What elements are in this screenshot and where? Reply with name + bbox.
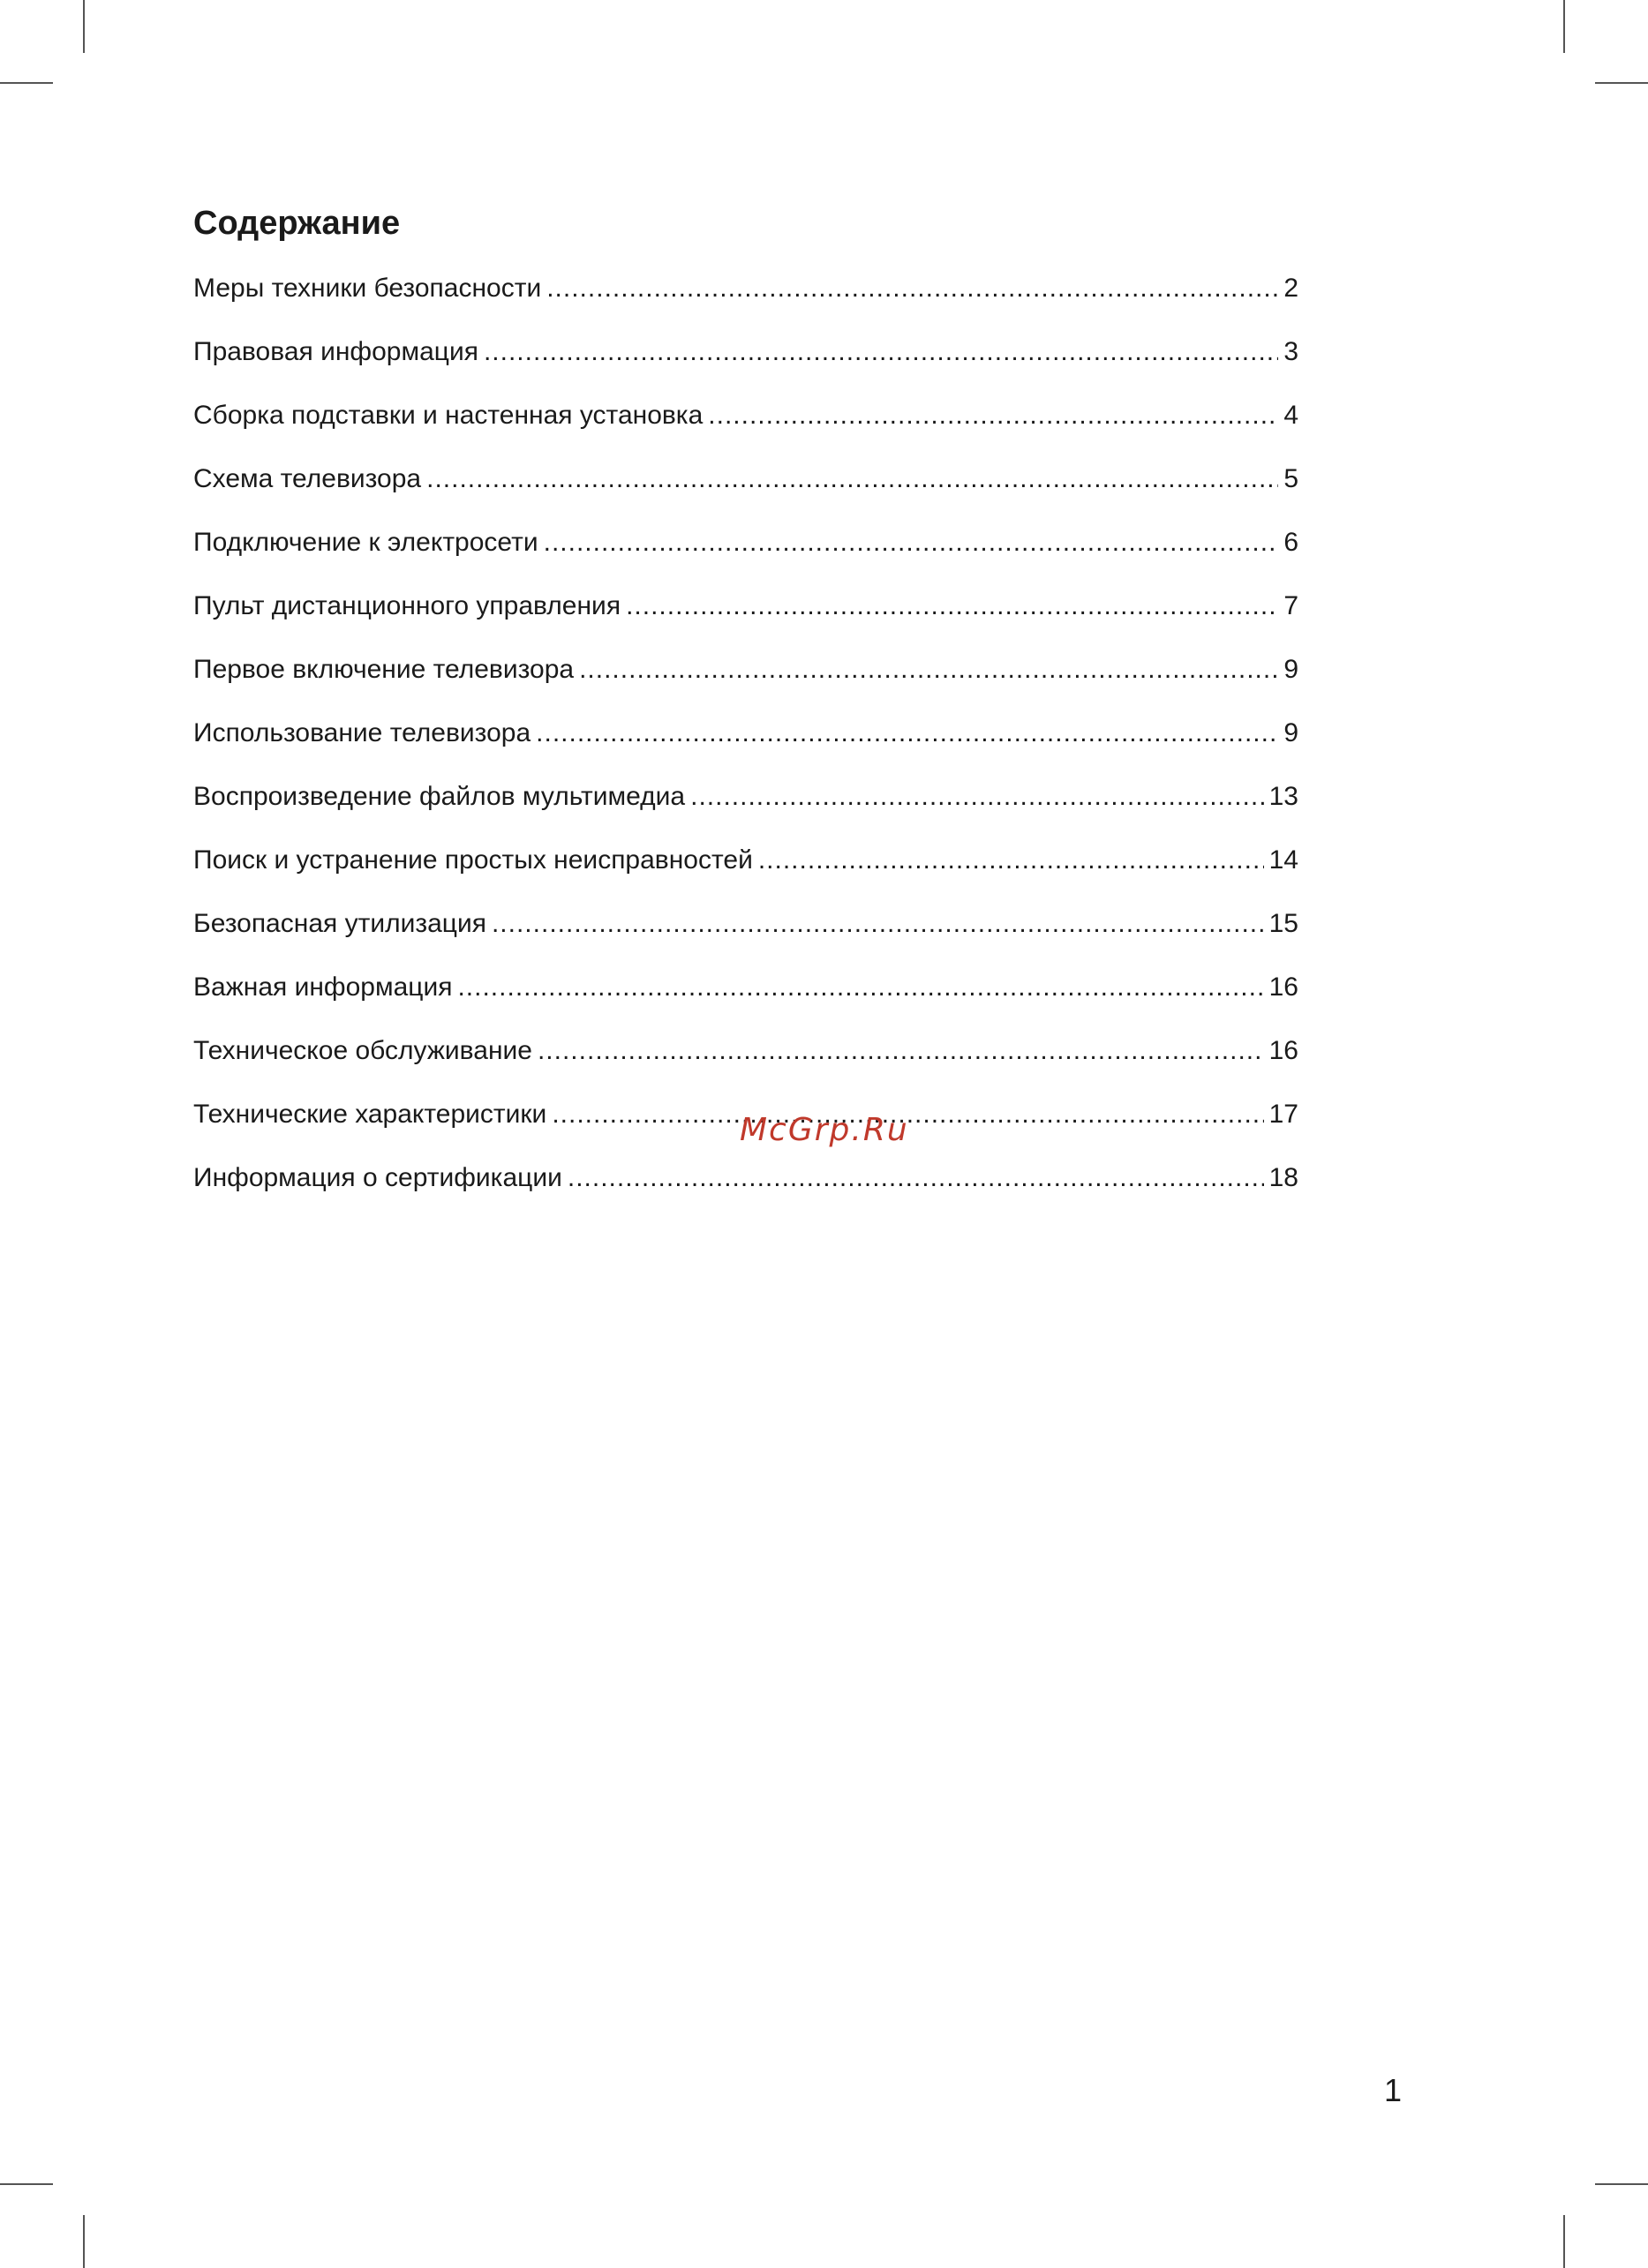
toc-entry-label: Поиск и устранение простых неисправностей	[193, 845, 753, 875]
toc-entry[interactable]	[193, 521, 1298, 584]
toc-entry-label: Меры техники безопасности	[193, 274, 542, 303]
toc-entry-label: Использование телевизора	[193, 718, 531, 747]
page-number: 1	[1384, 2072, 1403, 2108]
toc-entry-page: 7	[1283, 591, 1298, 620]
toc-dot-leader	[758, 838, 1264, 882]
toc-entry[interactable]	[193, 648, 1298, 711]
toc-entry-label: Схема телевизора	[193, 464, 422, 493]
toc-entry-label: Подключение к электросети	[193, 528, 538, 557]
toc-entry-label: Информация о сертификации	[193, 1163, 562, 1192]
toc-entry-page: 18	[1268, 1163, 1298, 1192]
toc-entry-label: Воспроизведение файлов мультимедиа	[193, 782, 686, 811]
toc-entry-label: Важная информация	[193, 973, 453, 1002]
toc-entry[interactable]	[193, 965, 1298, 1029]
toc-dot-leader	[492, 902, 1264, 946]
toc-entry-page: 14	[1268, 845, 1298, 875]
toc-entry-page: 6	[1283, 528, 1298, 557]
crop-mark	[1563, 0, 1565, 53]
toc-entry[interactable]	[193, 330, 1298, 394]
toc-dot-leader	[690, 775, 1264, 819]
toc-entry-page: 15	[1268, 909, 1298, 938]
toc-entry-label: Техническое обслуживание	[193, 1036, 532, 1065]
toc-entry[interactable]	[193, 1029, 1298, 1093]
toc-entry[interactable]	[193, 902, 1298, 965]
toc-entry-page: 5	[1283, 464, 1298, 493]
page-title: Содержание	[193, 205, 401, 242]
toc-entry-page: 13	[1268, 782, 1298, 811]
toc-entry[interactable]	[193, 711, 1298, 775]
toc-entry-label: Технические характеристики	[193, 1100, 547, 1129]
toc-entry-page: 9	[1283, 718, 1298, 747]
toc-entry-label: Первое включение телевизора	[193, 655, 575, 684]
toc-dot-leader	[484, 330, 1278, 374]
crop-mark	[0, 2183, 53, 2185]
toc-entry[interactable]	[193, 1156, 1298, 1220]
toc-dot-leader	[544, 521, 1279, 565]
toc-dot-leader	[626, 584, 1278, 628]
toc-entry[interactable]	[193, 394, 1298, 457]
toc-entry[interactable]	[193, 457, 1298, 521]
toc-dot-leader	[546, 267, 1278, 311]
crop-mark	[83, 2215, 85, 2268]
crop-mark	[1595, 82, 1648, 84]
table-of-contents	[193, 267, 1298, 1220]
crop-mark	[0, 82, 53, 84]
toc-dot-leader	[536, 711, 1278, 755]
toc-dot-leader	[426, 457, 1278, 501]
toc-entry[interactable]	[193, 775, 1298, 838]
watermark: McGrp.Ru	[740, 1112, 909, 1148]
toc-entry[interactable]	[193, 838, 1298, 902]
crop-mark	[83, 0, 85, 53]
crop-mark	[1563, 2215, 1565, 2268]
toc-entry-page: 16	[1268, 1036, 1298, 1065]
toc-dot-leader	[538, 1029, 1264, 1073]
toc-entry-page: 3	[1283, 337, 1298, 366]
toc-entry-label: Сборка подставки и настенная установка	[193, 401, 704, 430]
toc-entry-label: Пульт дистанционного управления	[193, 591, 621, 620]
toc-entry[interactable]	[193, 584, 1298, 648]
toc-dot-leader	[579, 648, 1278, 692]
toc-entry-page: 4	[1283, 401, 1298, 430]
toc-entry-page: 9	[1283, 655, 1298, 684]
toc-dot-leader	[708, 394, 1278, 438]
toc-dot-leader	[568, 1156, 1264, 1200]
toc-entry-label: Безопасная утилизация	[193, 909, 486, 938]
toc-entry[interactable]	[193, 267, 1298, 330]
toc-dot-leader	[457, 965, 1263, 1010]
toc-entry-page: 2	[1283, 274, 1298, 303]
crop-mark	[1595, 2183, 1648, 2185]
toc-entry-page: 16	[1268, 973, 1298, 1002]
toc-entry-page: 17	[1268, 1100, 1298, 1129]
toc-entry-label: Правовая информация	[193, 337, 478, 366]
